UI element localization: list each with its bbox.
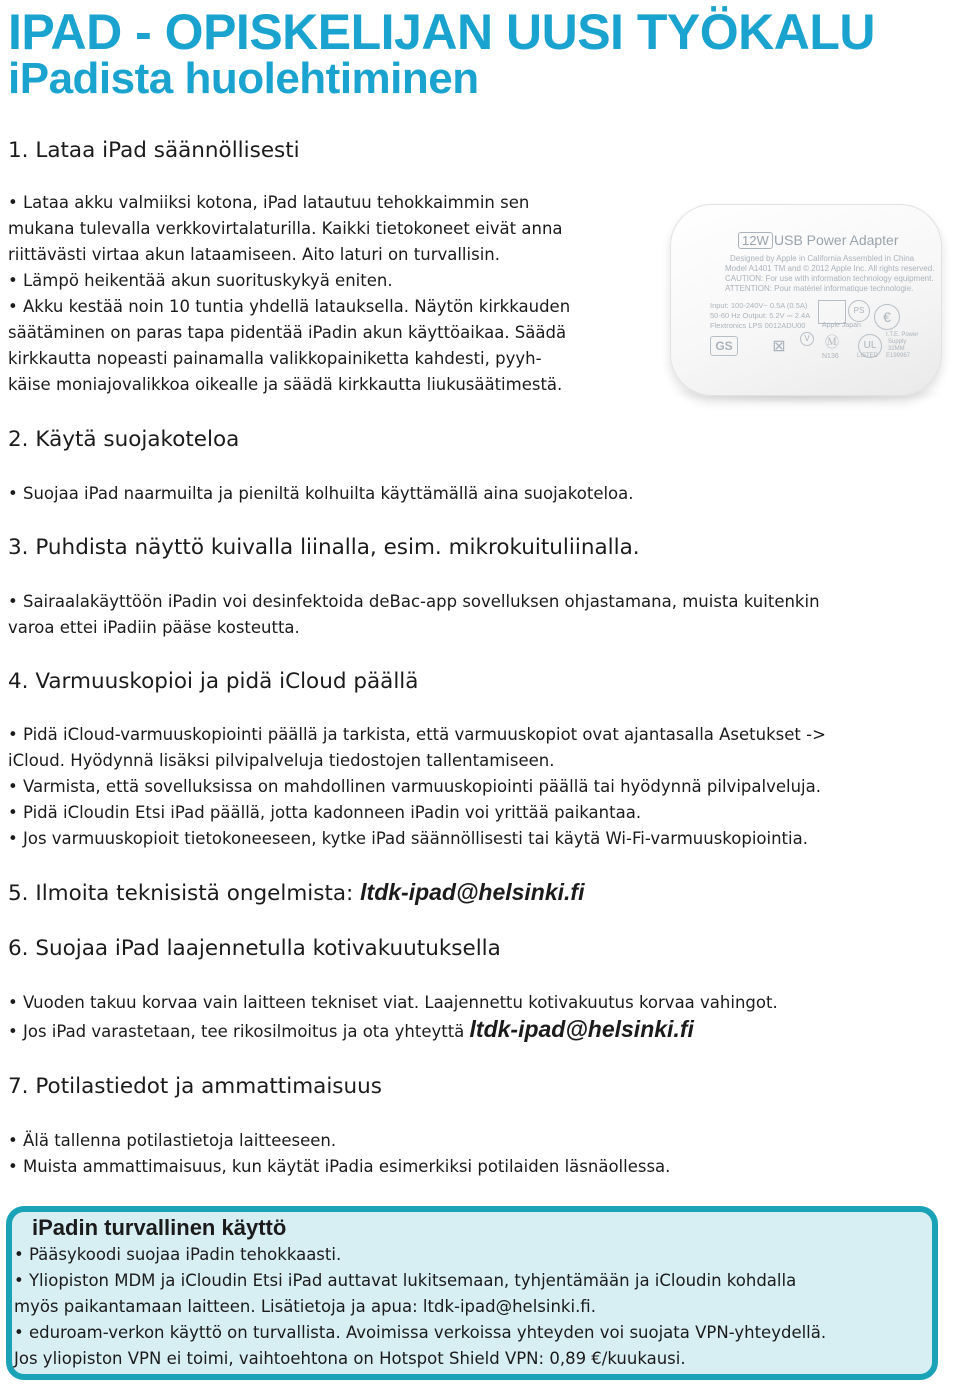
adapter-wattage: 12W: [738, 232, 773, 249]
adapter-ite-line: 32MM: [888, 346, 905, 352]
section-3-line: • Sairaalakäyttöön iPadin voi desinfektoida deBac-app sovelluksen ohjastamana, muista kuitenkin: [8, 592, 820, 611]
section-6-line: • Vuoden takuu korvaa vain laitteen tekniset viat. Laajennettu kotivakuutus korvaa vahingot.: [8, 993, 778, 1012]
section-5-heading: [8, 879, 584, 907]
usb-power-adapter-image: [662, 204, 952, 404]
section-3-body: [8, 589, 820, 641]
support-email-link[interactable]: ltdk-ipad@helsinki.fi: [469, 1016, 694, 1042]
adapter-label-line: CAUTION: For use with information technology equipment.: [725, 274, 934, 283]
adapter-label-line: ATTENTION: Pour matériel informatique technologie.: [725, 284, 914, 293]
section-4-body: [8, 722, 826, 852]
section-2-heading: 2. Käytä suojakoteloa: [8, 427, 240, 452]
section-4-line: • Jos varmuuskopioit tietokoneeseen, kytke iPad säännöllisesti tai käytä Wi-Fi-varmuuskopiointia.: [8, 829, 808, 848]
safety-info-box: [6, 1206, 938, 1380]
section-1-line: säätäminen on paras tapa pidentää iPadin akun käyttöaikaa. Säädä: [8, 323, 567, 342]
section-4-line: • Pidä iCloudin Etsi iPad päällä, jotta kadonneen iPadin voi yrittää paikantaa.: [8, 803, 642, 822]
gs-mark-icon: GS: [710, 336, 738, 356]
section-1-line: käise moniajovalikkoa oikealle ja säädä kirkkautta liukusäätimestä.: [8, 375, 563, 394]
section-6-body: [8, 990, 778, 1046]
adapter-listed: LISTED: [857, 353, 879, 359]
page-subtitle: iPadista huolehtiminen: [8, 54, 479, 103]
weee-bin-icon: ⊠: [772, 338, 786, 355]
section-7-line: • Muista ammattimaisuus, kun käytät iPadia esimerkiksi potilaiden läsnäollessa.: [8, 1157, 671, 1176]
section-1-heading: 1. Lataa iPad säännöllisesti: [8, 138, 300, 163]
section-6-line-text: • Jos iPad varastetaan, tee rikosilmoitus ja ota yhteyttä: [8, 1022, 470, 1041]
adapter-ite-line: Supply: [888, 339, 907, 345]
adapter-body: [670, 204, 942, 396]
section-1-line: • Lataa akku valmiiksi kotona, iPad latautuu tehokkaimmin sen: [8, 193, 530, 212]
section-4-line: iCloud. Hyödynnä lisäksi pilvipalveluja tiedostojen tallentamiseen.: [8, 751, 555, 770]
safety-box-line: • Yliopiston MDM ja iCloudin Etsi iPad auttavat lukitsemaan, tyhjentämään ja iCloudin kohdalla: [14, 1271, 797, 1290]
section-2-body: [8, 481, 634, 507]
adapter-n136: N136: [822, 353, 839, 360]
section-6-line: [8, 1016, 778, 1046]
safety-box-line: • eduroam-verkon käyttö on turvallista. Avoimissa verkoissa yhteyden voi suojata VPN-yhteydellä.: [14, 1323, 827, 1342]
ul-listed-mark-icon: UL: [858, 334, 882, 358]
ps-mark-icon: PS: [848, 300, 870, 322]
section-7-line: • Älä tallenna potilastietoja laitteeseen.: [8, 1131, 337, 1150]
section-4-line: • Varmista, että sovelluksissa on mahdollinen varmuuskopiointi päällä tai hyödynnä pilvipalveluja.: [8, 777, 821, 796]
section-3-heading: 3. Puhdista näyttö kuivalla liinalla, esim. mikrokuituliinalla.: [8, 535, 640, 560]
section-3-line: varoa ettei iPadiin pääse kosteutta.: [8, 618, 300, 637]
adapter-spec-line: Flextronics LPS 0012ADU00: [710, 321, 806, 330]
adapter-label-line: Model A1401 TM and © 2012 Apple Inc. All rights reserved.: [725, 264, 935, 273]
section-1-line: kirkkautta nopeasti painamalla valikkopainiketta kahdesti, pyyh-: [8, 349, 542, 368]
adapter-apple-japan: Apple Japan: [822, 322, 861, 329]
rcm-mark-icon: Ⓜ: [825, 334, 839, 350]
section-1-body: [8, 190, 570, 398]
safety-box-line: Jos yliopiston VPN ei toimi, vaihtoehtona on Hotspot Shield VPN: 0,89 €/kuukausi.: [14, 1349, 686, 1368]
section-4-heading: 4. Varmuuskopioi ja pidä iCloud päällä: [8, 669, 419, 694]
adapter-ite-line: I.T.E. Power: [886, 332, 919, 338]
ce-mark-icon: €: [874, 304, 900, 330]
safety-box-line: • Pääsykoodi suojaa iPadin tehokkaasti.: [14, 1245, 342, 1264]
adapter-ite-line: E199967: [886, 353, 911, 359]
section-7-heading: 7. Potilastiedot ja ammattimaisuus: [8, 1074, 382, 1099]
efficiency-v-icon: V: [800, 332, 814, 346]
adapter-spec-line: Input: 100-240V~ 0.5A (0.5A): [710, 301, 808, 310]
section-1-line: riittävästi virtaa akun lataamiseen. Aito laturi on turvallisin.: [8, 245, 500, 264]
section-5-heading-text: 5. Ilmoita teknisistä ongelmista:: [8, 881, 361, 906]
page-title: IPAD - OPISKELIJAN UUSI TYÖKALU: [8, 4, 875, 60]
section-1-line: • Akku kestää noin 10 tuntia yhdellä latauksella. Näytön kirkkauden: [8, 297, 571, 316]
section-4-line: • Pidä iCloud-varmuuskopiointi päällä ja tarkista, että varmuuskopiot ovat ajantasalla Asetukset ->: [8, 725, 826, 744]
section-7-body: [8, 1128, 670, 1180]
section-6-heading: 6. Suojaa iPad laajennetulla kotivakuutuksella: [8, 936, 501, 961]
adapter-product-name: USB Power Adapter: [774, 232, 899, 248]
section-1-line: • Lämpö heikentää akun suorituskykyä eniten.: [8, 271, 393, 290]
safety-box-body: [14, 1242, 826, 1372]
adapter-label-line: Designed by Apple in California Assembled in China: [730, 254, 915, 263]
safety-box-title: iPadin turvallinen käyttö: [32, 1215, 287, 1240]
adapter-spec-line: 50-60 Hz Output: 5.2V ⎓ 2.4A: [710, 311, 811, 320]
section-2-line: • Suojaa iPad naarmuilta ja pieniltä kolhuilta käyttämällä aina suojakoteloa.: [8, 484, 634, 503]
safety-box-line: myös paikantamaan laitteen. Lisätietoja ja apua: ltdk-ipad@helsinki.fi.: [14, 1297, 596, 1316]
support-email-link[interactable]: ltdk-ipad@helsinki.fi: [360, 879, 585, 905]
section-1-line: mukana tulevalla verkkovirtalaturilla. Kaikki tietokoneet eivät anna: [8, 219, 563, 238]
